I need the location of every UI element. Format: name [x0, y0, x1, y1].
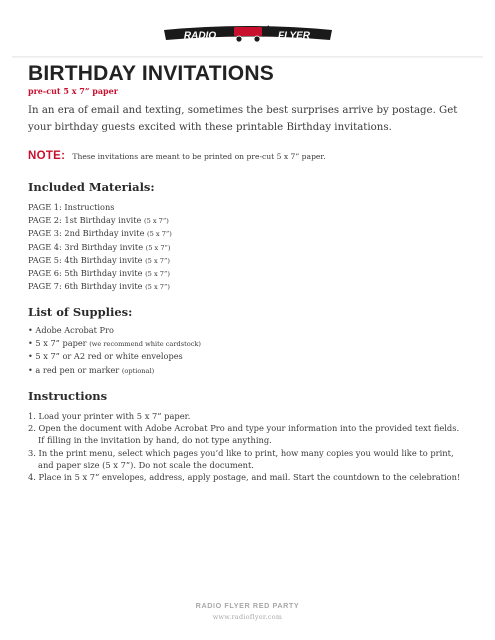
- intro-paragraph: In an era of email and texting, sometimes the best surprises arrive by postage. Get your birthday guests excited with these printable Birthday invitations.: [28, 105, 458, 133]
- instructions-heading: Instructions: [28, 389, 108, 403]
- materials-list: [28, 201, 172, 293]
- note-label: NOTE:: [28, 150, 66, 162]
- instruction-step: 2. Open the document with Adobe Acrobat Pro and type your information into the provided text fields. If filling in the invitation by hand, do not type anything.: [28, 423, 460, 446]
- instruction-step: 1. Load your printer with 5 x 7” paper.: [28, 411, 191, 421]
- list-item: PAGE 6: 5th Birthday invite (5 x 7”): [28, 268, 170, 279]
- list-item: PAGE 2: 1st Birthday invite (5 x 7”): [28, 215, 169, 226]
- instruction-step: 4. Place in 5 x 7” envelopes, address, apply postage, and mail. Start the countdown to the celebration!: [28, 472, 461, 483]
- supplies-heading: List of Supplies:: [28, 305, 133, 319]
- page-title: BIRTHDAY INVITATIONS: [28, 62, 274, 85]
- list-item: PAGE 3: 2nd Birthday invite (5 x 7”): [28, 228, 172, 239]
- note-text: These invitations are meant to be printed on pre-cut 5 x 7” paper.: [72, 152, 326, 161]
- radio-flyer-logo: [160, 24, 336, 46]
- footer-brand: RADIO FLYER RED PARTY: [195, 601, 300, 610]
- logo-text-right: FLYER: [277, 30, 311, 42]
- list-item: • 5 x 7” paper (we recommend white cardstock): [28, 338, 201, 349]
- list-item: PAGE 7: 6th Birthday invite (5 x 7”): [28, 281, 170, 292]
- page-subtitle: pre-cut 5 x 7” paper: [28, 86, 118, 96]
- instructions-list: [28, 410, 468, 483]
- list-item: • a red pen or marker (optional): [28, 364, 155, 375]
- list-item: PAGE 4: 3rd Birthday invite (5 x 7”): [28, 241, 171, 252]
- footer-url[interactable]: www.radioflyer.com: [212, 613, 283, 621]
- instruction-step: 3. In the print menu, select which pages you’d like to print, how many copies you would like to print, and paper size (5 x 7”). Do not scale the document.: [28, 447, 454, 470]
- logo-text-left: RADIO: [183, 30, 217, 42]
- list-item: • Adobe Acrobat Pro: [28, 325, 114, 335]
- list-item: • 5 x 7” or A2 red or white envelopes: [28, 351, 183, 362]
- materials-heading: Included Materials:: [28, 180, 155, 194]
- note: [28, 144, 478, 163]
- list-item: PAGE 5: 4th Birthday invite (5 x 7”): [28, 254, 170, 265]
- list-item: PAGE 1: Instructions: [28, 202, 115, 212]
- supplies-list: [28, 324, 201, 377]
